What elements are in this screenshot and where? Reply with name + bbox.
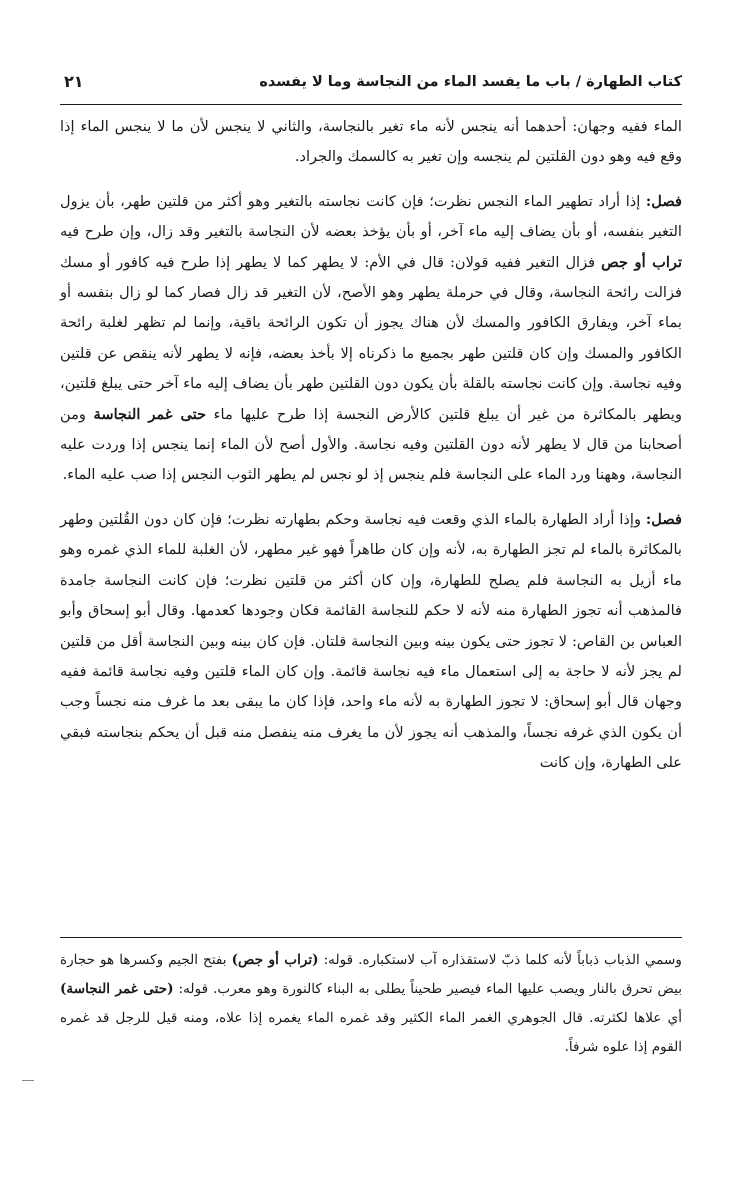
running-title: كتاب الطهارة / باب ما يفسد الماء من النجاسة وما لا يفسده: [259, 74, 682, 90]
paragraph-2-text-c: ومن أصحابنا من قال لا يطهر لأنه دون القلتين وفيه نجاسة. والأول أصح لأن الماء إنما ينجس إذا وردت عليه النجاسة، وههنا ورد الماء على النجاسة فلم ينجس إذ لو نجس لم يطهر الثوب النجس إذا صب عليه الماء.: [60, 405, 682, 484]
page-number: ٢١: [64, 72, 84, 91]
glossed-term-ghamr: حتى غمر النجاسة: [93, 405, 207, 423]
footnote-text-c: أي علاها لكثرته. قال الجوهري الغمر الماء الكثير وقد غمره الماء يغمره إذا علاه، ومنه قيل للرجل قد غمره القوم إذا علوه شرفاً.: [60, 1010, 682, 1055]
paragraph-1: الماء ففيه وجهان: أحدهما أنه ينجس لأنه ماء تغير بالنجاسة، والثاني لا ينجس لأن ما لا ينجس الماء إذا وقع فيه وهو دون القلتين لم ينجسه وإن تغير به كالسمك والجراد.: [60, 118, 682, 166]
section-label: فصل:: [645, 192, 682, 210]
footnote-text-b: بفتح الجيم وكسرها هو حجارة بيض تحرق بالنار ويصب عليها الماء فيصير طحيناً يطلى به البناء كالنورة وهو معرب. قوله:: [60, 952, 682, 997]
page-header: [60, 70, 682, 105]
paragraph-3-text: وإذا أراد الطهارة بالماء الذي وقعت فيه نجاسة وحكم بطهارته نظرت؛ فإن كان دون القُلتين وطهر بالمكاثرة بالماء لم تجز الطهارة به، لأنه وإن كان طاهراً فهو غير مطهر، لأن الغلبة للماء الذي غمره وهو ماء أزيل به النجاسة فلم يصلح للطهارة، وإن كان أكثر من قلتين نظرت؛ فإن كانت النجاسة جامدة فالمذهب أنه تجوز الطهارة منه لأنه لا حكم للنجاسة القائمة فكان وجودها كعدمها. وقال أبو إسحاق وأبو العباس بن القاص: لا تجوز حتى يكون بينه وبين النجاسة قلتان. فإن كان بينه وبين النجاسة أقل من قلتين لم يجز لأنه لا حاجة به إلى استعمال ماء فيه نجاسة قائمة. وإن كان الماء قلتين وفيه نجاسة قائمة ففيه وجهان قال أبو إسحاق: لا تجوز الطهارة به لأنه ماء واحد، فإذا كان ما يبقى بعد ما غرف منه نجساً وجب أن يكون الذي غرفه نجساً، والمذهب أنه يجوز لأن ما يغرف منه ينفصل منه قبل أن يحكم بنجاسته فبقي على الطهارة، وإن كانت: [60, 510, 682, 772]
footnote: [60, 946, 682, 1062]
glossed-term-turab: تراب أو جص: [601, 253, 683, 271]
margin-mark: [22, 1080, 34, 1081]
paragraph-3: [60, 505, 682, 779]
footnote-term-ghamr: (حتى غمر النجاسة): [60, 981, 174, 997]
footnote-term-turab: (تراب أو جص): [231, 952, 319, 968]
section-label: فصل:: [645, 510, 682, 528]
paragraph-2-text-a: إذا أراد تطهير الماء النجس نظرت؛ فإن كانت نجاسته بالتغير وهو أكثر من قلتين طهر، بأن يزول التغير بنفسه، أو بأن يضاف إليه ماء آخر، أو بأن يؤخذ بعضه لأن النجاسة بالتغير وقد زال، وإن طرح فيه: [60, 192, 682, 241]
paragraph-2: [60, 187, 682, 491]
footnote-paragraph: [60, 946, 682, 1062]
main-text: [60, 112, 682, 779]
paragraph-2-text-b: فزال التغير ففيه قولان: قال في الأم: لا يطهر كما لا يطهر إذا طرح فيه كافور أو مسك فزالت رائحة النجاسة، وقال في حرملة يطهر وهو الأصح، لأن التغير قد زال فصار كما لو زال بنفسه أو بماء آخر، ويفارق الكافور والمسك لأن هناك يجوز أن تكون الرائحة باقية، وإنما لم تظهر لغلبة رائحة الكافور والمسك وإن كان قلتين طهر بجميع ما ذكرناه إلا بأخذ بعضه، فإنه لا يطهر لأنه ينقص عن قلتين وفيه نجاسة. وإن كانت نجاسته بالقلة بأن يكون دون القلتين طهر بأن يضاف إليه ماء آخر حتى يبلغ قلتين، ويطهر بالمكاثرة من غير أن يبلغ قلتين كالأرض النجسة إذا طرح عليها ماء: [60, 253, 682, 423]
footnote-separator: [60, 937, 682, 938]
footnote-text-a: وسمي الذباب ذباباً لأنه كلما ذبّ لاستقذاره آب لاستكباره. قوله:: [318, 952, 682, 968]
